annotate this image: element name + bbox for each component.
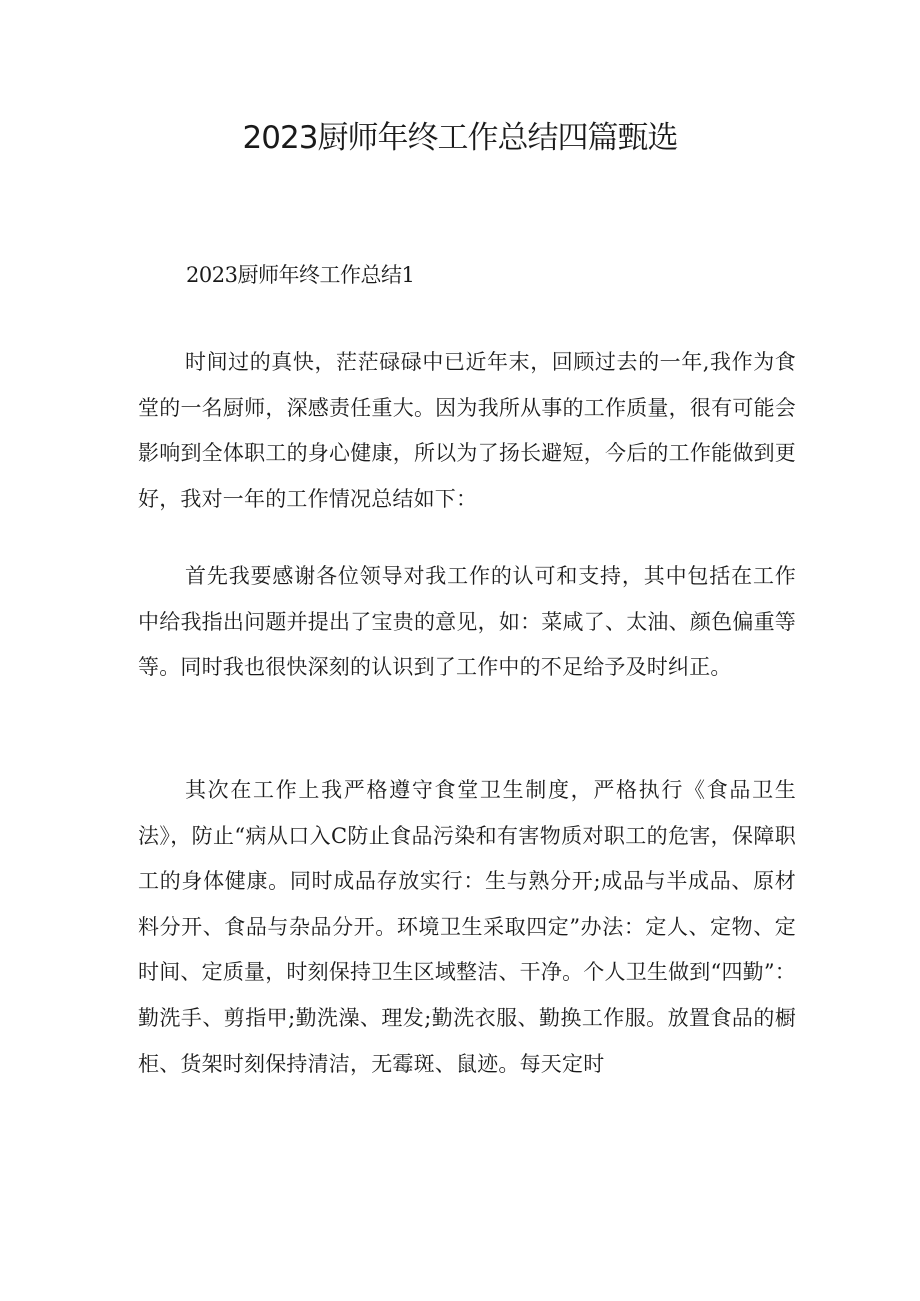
paragraph-hygiene: 其次在工作上我严格遵守食堂卫生制度，严格执行《食品卫生法》，防止“病从口入C防止食品污染和有害物质对职工的危害，保障职工的身体健康。同时成品存放实行：生与熟分开;成品与半成品、原材料分开、食品与杂品分开。环境卫生采取四定”办法：定人、定物、定时间、定质量，时刻保持卫生区域整洁、干净。个人卫生做到“四勤”：勤洗手、剪指甲;勤洗澡、理发;勤洗衣服、勤换工作服。放置食品的橱柜、货架时刻保持清洁，无霉斑、鼠迹。每天定时 bbox=[138, 778, 796, 1076]
paragraph-thanks: 首先我要感谢各位领导对我工作的认可和支持，其中包括在工作中给我指出问题并提出了宝贵的意见，如：菜咸了、太油、颜色偏重等等。同时我也很快深刻的认识到了工作中的不足给予及时纠正。 bbox=[138, 564, 796, 680]
section-heading: 2023厨师年终工作总结1 bbox=[186, 263, 415, 287]
paragraph-intro: 时间过的真快，茫茫碌碌中已近年末，回顾过去的一年,我作为食堂的一名厨师，深感责任重大。因为我所从事的工作质量，很有可能会影响到全体职工的身心健康，所以为了扬长避短，今后的工作能做到更好，我对一年的工作情况总结如下： bbox=[138, 350, 796, 511]
document-title: 2023厨师年终工作总结四篇甄选 bbox=[242, 120, 678, 156]
